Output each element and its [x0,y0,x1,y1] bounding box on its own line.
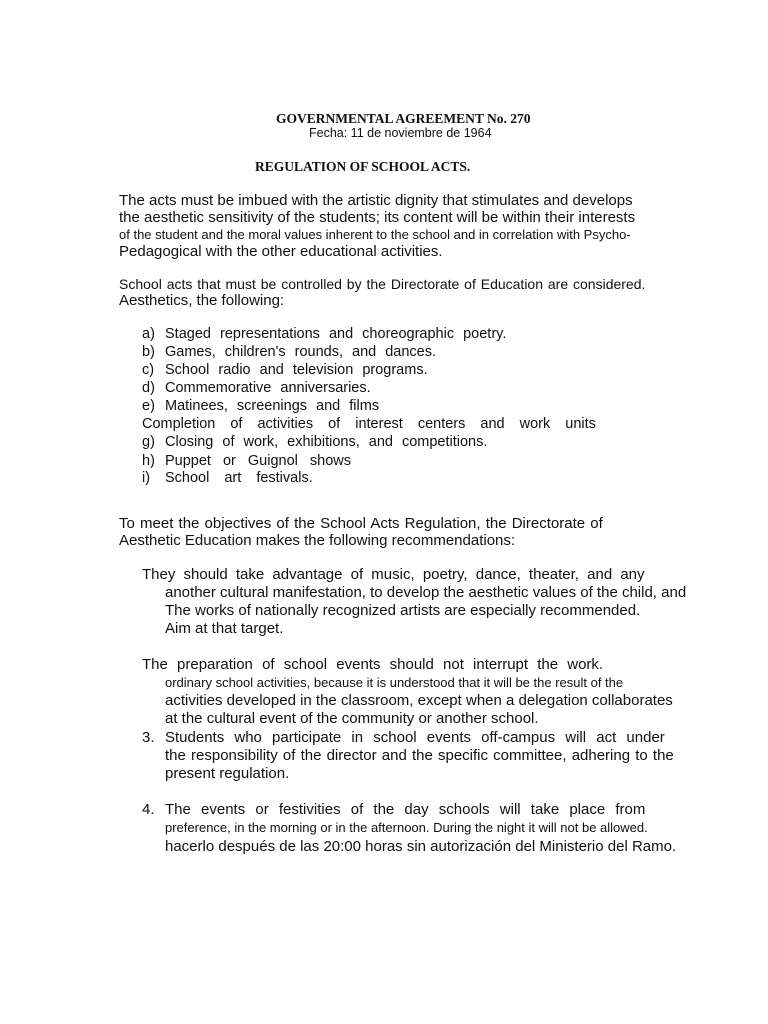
intro-line: the aesthetic sensitivity of the students; its content will be within their interests [119,209,636,226]
list-item [142,327,506,342]
document-title: GOVERNMENTAL AGREEMENT No. 270 [276,111,531,126]
intro-line: Pedagogical with the other educational activities. [119,243,443,260]
list-marker: b) [142,344,155,360]
recommendation-marker: 3. [142,729,155,746]
recommendation-line: hacerlo después de las 20:00 horas sin autorización del Ministerio del Ramo. [165,838,677,855]
recommendation-line: The preparation of school events should not interrupt the work. [142,656,604,673]
list-item [142,399,379,414]
list-item [142,471,313,486]
recommendation-line: ordinary school activities, because it is understood that it will be the result of the [165,675,624,690]
list-item [142,435,487,450]
list-item-text: Matinees, screenings and films [165,398,380,414]
recommendation-line: Aim at that target. [165,620,284,637]
list-item [142,345,436,360]
list-item [142,417,596,432]
recommendation-line: at the cultural event of the community or another school. [165,710,539,727]
recommendation-line: preference, in the morning or in the afternoon. During the night it will not be allowed. [165,820,648,835]
objectives-line: To meet the objectives of the School Acts Regulation, the Directorate of [119,515,603,532]
recommendation-line: another cultural manifestation, to develop the aesthetic values of the child, and [165,584,687,601]
list-marker: i) [142,470,151,486]
list-item-text: Closing of work, exhibitions, and competitions. [165,434,488,450]
list-item-text: Games, children's rounds, and dances. [165,344,437,360]
intro-line: The acts must be imbued with the artistic dignity that stimulates and develops [119,192,633,209]
list-item [142,363,428,378]
list-marker: g) [142,434,155,450]
controlled-line: School acts that must be controlled by the Directorate of Education are considered. [119,276,646,292]
list-item [142,381,371,396]
document-subtitle: REGULATION OF SCHOOL ACTS. [255,159,471,174]
list-item-text: School art festivals. [165,470,313,486]
controlled-line: Aesthetics, the following: [119,292,285,309]
recommendation-line: The events or festivities of the day schools will take place from [165,801,646,818]
recommendation-marker: 4. [142,801,155,818]
list-marker: c) [142,362,155,378]
recommendation-line: The works of nationally recognized artists are especially recommended. [165,602,641,619]
list-item [142,454,351,469]
list-item-text: Commemorative anniversaries. [165,380,371,396]
list-marker: a) [142,326,155,342]
recommendation-line: the responsibility of the director and the specific committee, adhering to the [165,747,674,764]
list-item-text: Puppet or Guignol shows [165,453,352,469]
recommendation-line: activities developed in the classroom, except when a delegation collaborates [165,692,673,709]
list-marker: h) [142,453,155,469]
list-marker: e) [142,398,155,414]
recommendation-line: Students who participate in school events off-campus will act under [165,729,665,746]
recommendation-line: present regulation. [165,765,290,782]
list-marker: d) [142,380,155,396]
recommendation-line: They should take advantage of music, poetry, dance, theater, and any [142,566,645,583]
list-item-text: Completion of activities of interest centers and work units [142,416,596,432]
list-item-text: Staged representations and choreographic poetry. [165,326,507,342]
list-item-text: School radio and television programs. [165,362,428,378]
objectives-line: Aesthetic Education makes the following recommendations: [119,532,516,549]
intro-line: of the student and the moral values inherent to the school and in correlation with Psycho- [119,227,631,242]
document-date: Fecha: 11 de noviembre de 1964 [309,126,492,140]
